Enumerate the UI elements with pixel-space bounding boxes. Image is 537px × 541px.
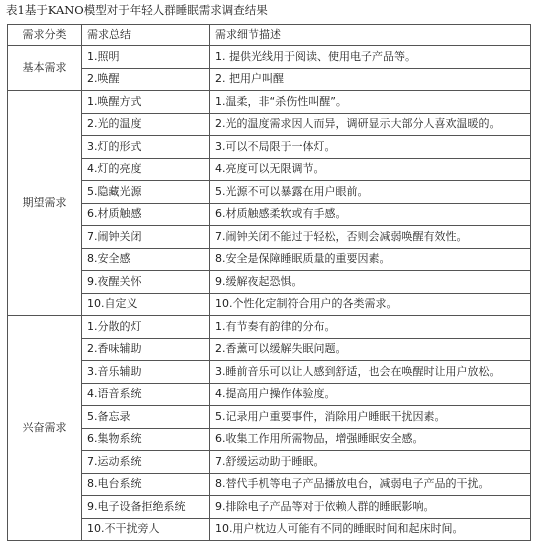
summary-cell: 1.照明 (82, 46, 210, 69)
summary-cell: 4.灯的亮度 (82, 158, 210, 181)
detail-cell: 8.安全是保障睡眠质量的重要因素。 (210, 248, 531, 271)
table-row (8, 203, 531, 226)
summary-cell: 7.闹钟关闭 (82, 226, 210, 249)
summary-cell: 9.电子设备拒绝系统 (82, 496, 210, 519)
category-cell: 基本需求 (8, 46, 82, 91)
summary-cell: 2.香味辅助 (82, 338, 210, 361)
summary-cell: 8.安全感 (82, 248, 210, 271)
detail-cell: 3.睡前音乐可以让人感到舒适，也会在唤醒时让用户放松。 (210, 361, 531, 384)
summary-cell: 3.音乐辅助 (82, 361, 210, 384)
header-detail: 需求细节描述 (210, 25, 531, 46)
summary-cell: 9.夜醒关怀 (82, 271, 210, 294)
summary-cell: 2.唤醒 (82, 68, 210, 91)
table-row (8, 68, 531, 91)
summary-cell: 1.唤醒方式 (82, 91, 210, 114)
summary-cell: 3.灯的形式 (82, 136, 210, 159)
table-row (8, 338, 531, 361)
table-row (8, 451, 531, 474)
table-body (8, 46, 531, 541)
category-cell: 期望需求 (8, 91, 82, 316)
table-header-row (8, 25, 531, 46)
detail-cell: 10.个性化定制符合用户的各类需求。 (210, 293, 531, 316)
summary-cell: 10.不干扰旁人 (82, 518, 210, 541)
detail-cell: 6.收集工作用所需物品，增强睡眠安全感。 (210, 428, 531, 451)
table-caption: 表1基于KANO模型对于年轻人群睡眠需求调查结果 (6, 3, 268, 17)
table-row (8, 406, 531, 429)
table-row (8, 383, 531, 406)
detail-cell: 4.亮度可以无限调节。 (210, 158, 531, 181)
category-cell: 兴奋需求 (8, 316, 82, 541)
detail-cell: 8.替代手机等电子产品播放电台，减弱电子产品的干扰。 (210, 473, 531, 496)
table-row (8, 293, 531, 316)
table-row (8, 226, 531, 249)
detail-cell: 5.光源不可以暴露在用户眼前。 (210, 181, 531, 204)
summary-cell: 1.分散的灯 (82, 316, 210, 339)
requirements-table (7, 24, 531, 541)
detail-cell: 2.光的温度需求因人而异，调研显示大部分人喜欢温暖的。 (210, 113, 531, 136)
summary-cell: 6.材质触感 (82, 203, 210, 226)
table-row (8, 248, 531, 271)
summary-cell: 2.光的温度 (82, 113, 210, 136)
table-row (8, 316, 531, 339)
summary-cell: 8.电台系统 (82, 473, 210, 496)
table-row (8, 473, 531, 496)
detail-cell: 7.舒缓运动助于睡眠。 (210, 451, 531, 474)
summary-cell: 5.隐藏光源 (82, 181, 210, 204)
detail-cell: 7.闹钟关闭不能过于轻松，否则会减弱唤醒有效性。 (210, 226, 531, 249)
table-row (8, 496, 531, 519)
detail-cell: 1.有节奏有韵律的分布。 (210, 316, 531, 339)
header-category: 需求分类 (8, 25, 82, 46)
table-row (8, 91, 531, 114)
table-row (8, 46, 531, 69)
summary-cell: 10.自定义 (82, 293, 210, 316)
detail-cell: 9.缓解夜起恐惧。 (210, 271, 531, 294)
detail-cell: 1. 提供光线用于阅读、使用电子产品等。 (210, 46, 531, 69)
header-summary: 需求总结 (82, 25, 210, 46)
table-row (8, 136, 531, 159)
table-row (8, 181, 531, 204)
summary-cell: 5.备忘录 (82, 406, 210, 429)
detail-cell: 2.香薰可以缓解失眠问题。 (210, 338, 531, 361)
detail-cell: 4.提高用户操作体验度。 (210, 383, 531, 406)
table-row (8, 113, 531, 136)
detail-cell: 6.材质触感柔软或有手感。 (210, 203, 531, 226)
detail-cell: 5.记录用户重要事件，消除用户睡眠干扰因素。 (210, 406, 531, 429)
detail-cell: 9.排除电子产品等对于依赖人群的睡眠影响。 (210, 496, 531, 519)
detail-cell: 3.可以不局限于一体灯。 (210, 136, 531, 159)
summary-cell: 6.集物系统 (82, 428, 210, 451)
table-row (8, 361, 531, 384)
summary-cell: 7.运动系统 (82, 451, 210, 474)
detail-cell: 2. 把用户叫醒 (210, 68, 531, 91)
table-row (8, 271, 531, 294)
detail-cell: 1.温柔，非“杀伤性叫醒”。 (210, 91, 531, 114)
summary-cell: 4.语音系统 (82, 383, 210, 406)
detail-cell: 10.用户枕边人可能有不同的睡眠时间和起床时间。 (210, 518, 531, 541)
table-row (8, 518, 531, 541)
table-row (8, 428, 531, 451)
table-row (8, 158, 531, 181)
